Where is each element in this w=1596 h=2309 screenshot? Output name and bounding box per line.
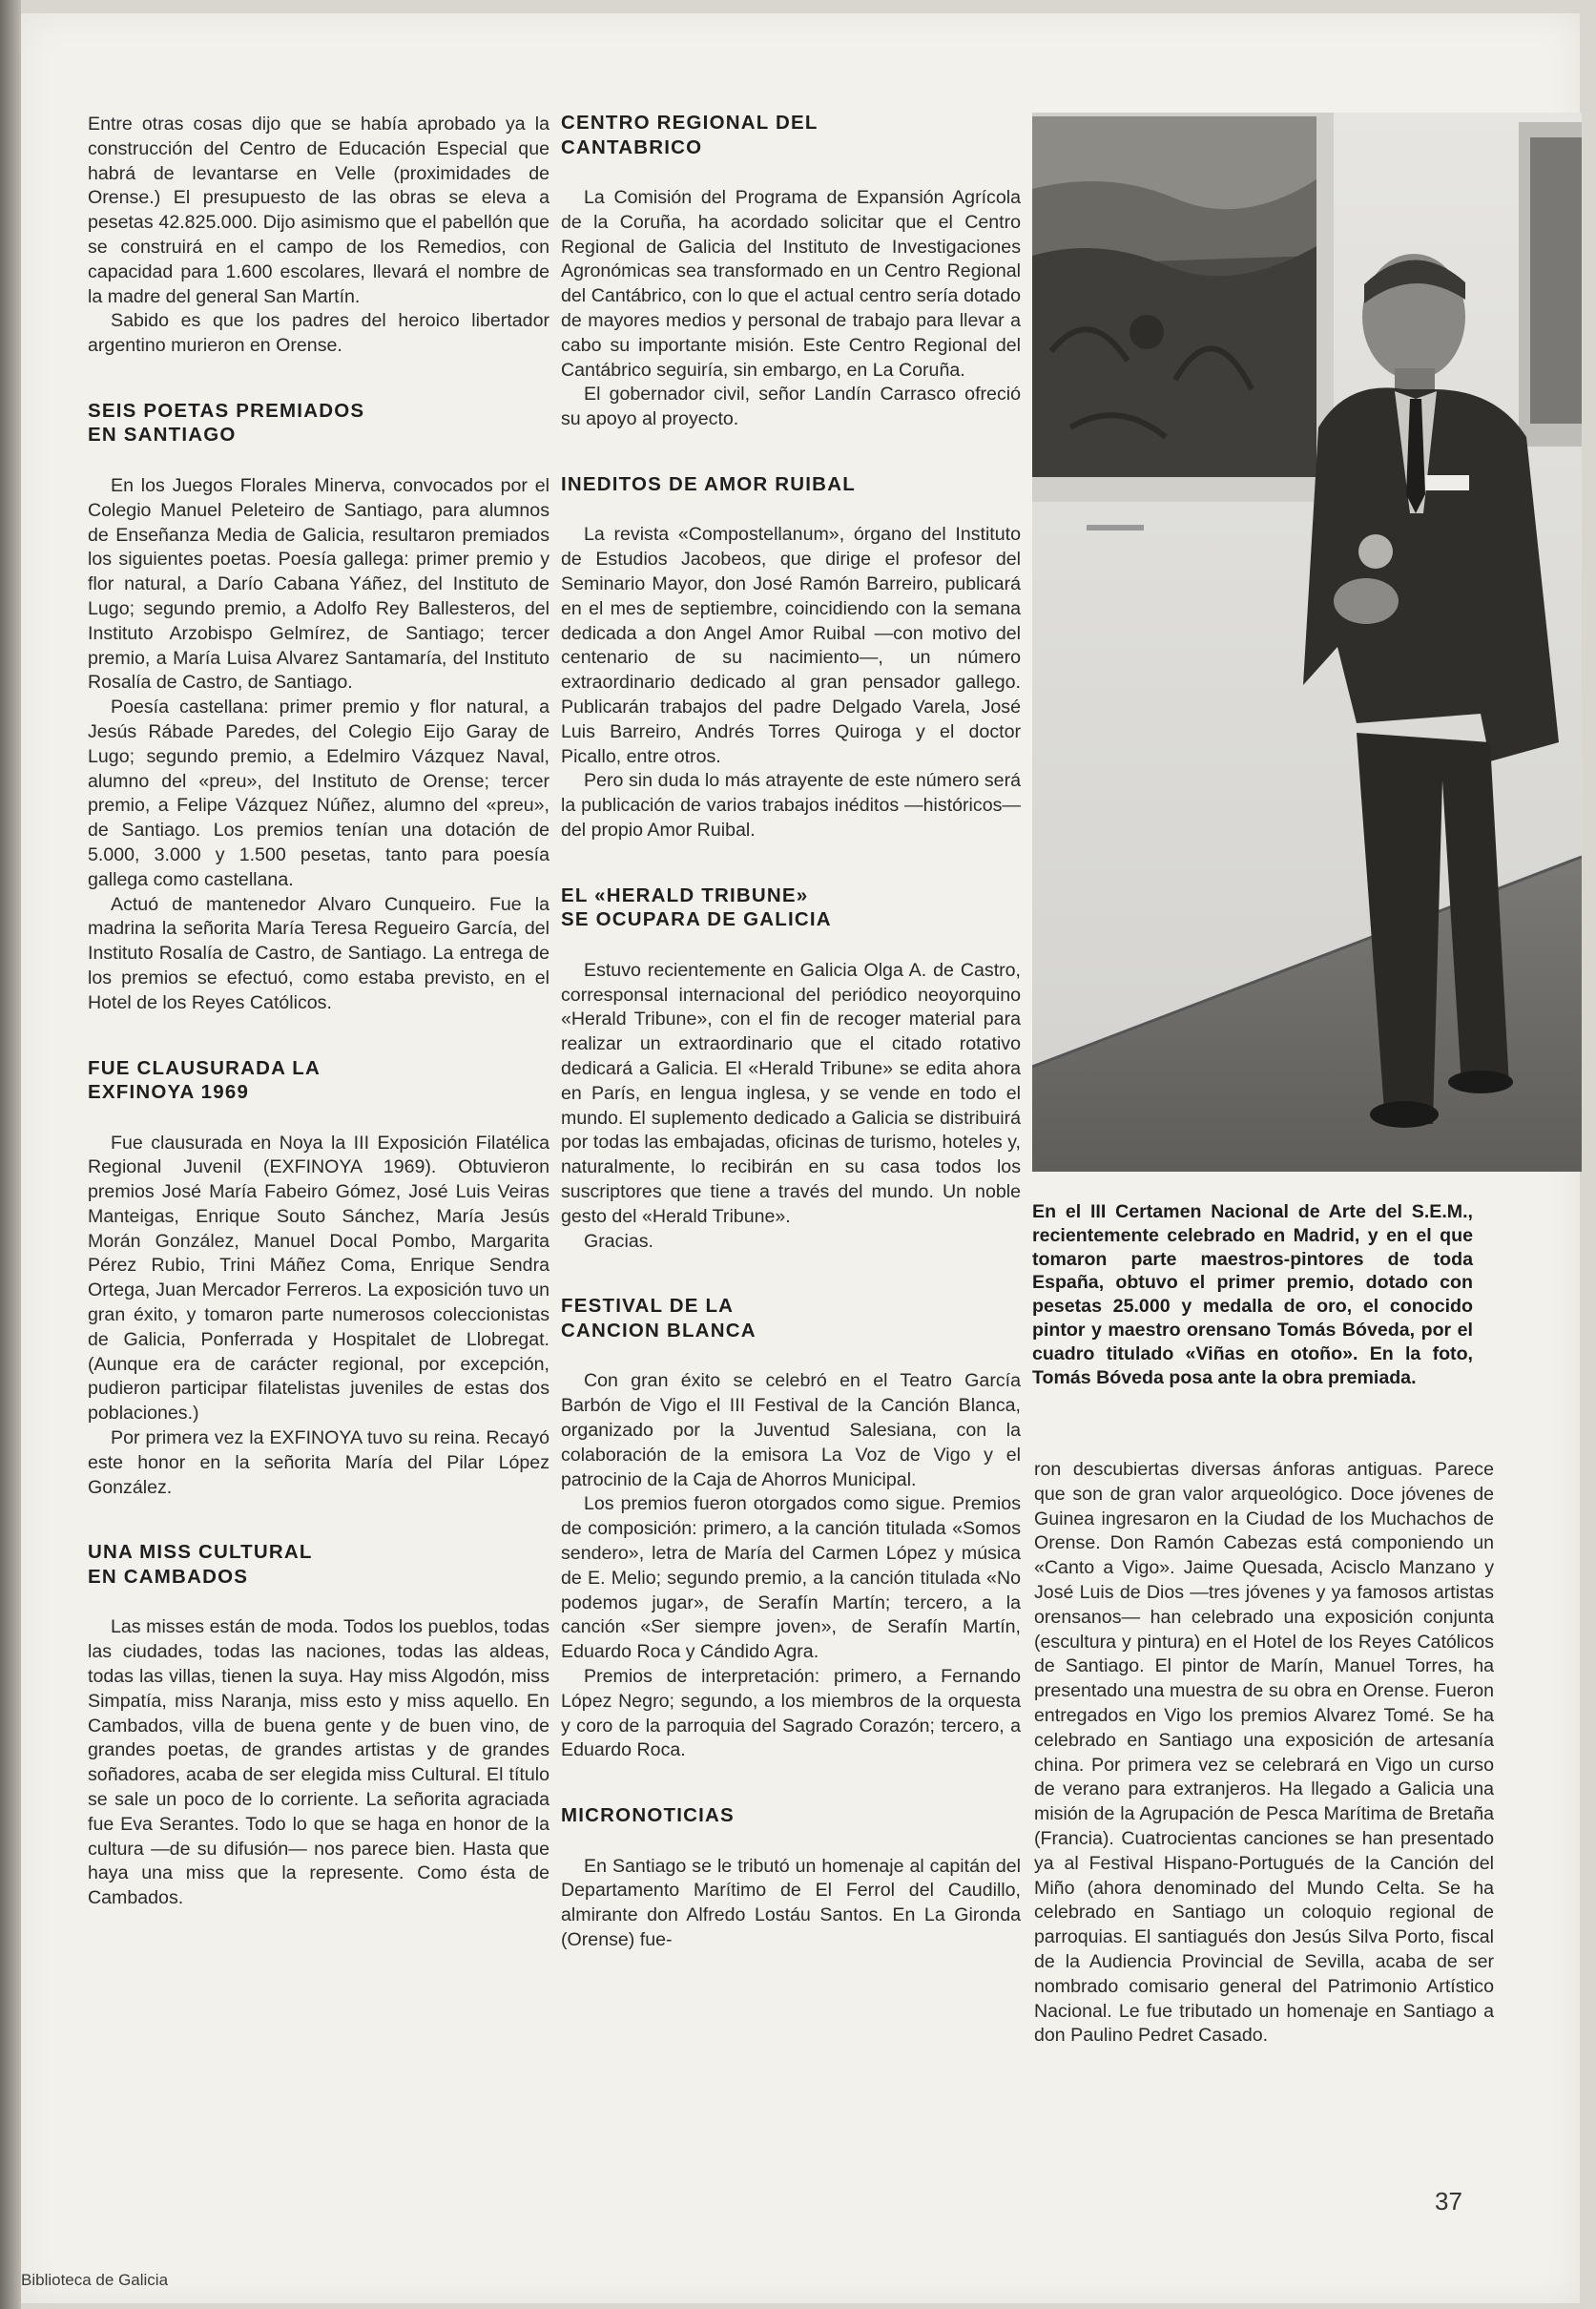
section-heading: INEDITOS DE AMOR RUIBAL xyxy=(561,472,856,495)
photo-caption: En el III Certamen Nacional de Arte del S.E.M., recientemente celebrado en Madrid, y en el que tomaron parte maestros-pintores de toda España, obtuvo el primer premio, dotado con pesetas 25.000 y medalla de oro, el conocido pintor y maestro orensano Tomás Bóveda, por el cuadro titulado «Viñas en otoño». En la foto, Tomás Bóveda posa ante la obra premiada. xyxy=(1032,1201,1473,1388)
article-paragraph: En los Juegos Florales Minerva, convocados por el Colegio Manuel Peleteiro de Santiago, para alumnos de Enseñanza Media de Galicia, resultaron premiados los siguientes poetas. Poesía gallega: primer premio y flor natural, a Darío Cabana Yáñez, del Instituto de Lugo; segundo premio, a Adolfo Rey Ballesteros, del Instituto Arzobispo Gelmírez, de Santiago; tercer premio, a María Luisa Alvarez Santamaría, del Instituto Rosalía de Castro, de Santiago. xyxy=(88,474,549,694)
article-paragraph: Premios de interpretación: primero, a Fernando López Negro; segundo, a los miembros de la orquesta y coro de la parroquia del Sagrado Corazón; tercero, a Eduardo Roca. xyxy=(561,1665,1021,1761)
article-paragraph: Pero sin duda lo más atrayente de este número será la publicación de varios trabajos inéditos —históricos— del propio Amor Ruibal. xyxy=(561,770,1021,842)
section-heading: MICRONOTICIAS xyxy=(561,1804,735,1827)
article-paragraph: ron descubiertas diversas ánforas antiguas. Parece que son de gran valor arqueológico. Doce jóvenes de Guinea ingresaron en la Ciudad de los Muchachos de Orense. Don Ramón Cabezas está componiendo un «Canto a Vigo». Jaime Quesada, Acisclo Manzano y José Luis de Dios —tres jóvenes y ya famosos artistas orensanos— han celebrado una exposición conjunta (escultura y pintura) en el Hotel de los Reyes Católicos de Santiago. El pintor de Marín, Manuel Torres, ha presentado una muestra de su obra en Orense. Fueron entregados en Vigo los premios Alvarez Tomé. Se ha celebrado en Santiago una exposición de artesanía china. Por primera vez se celebrará en Vigo un curso de verano para extranjeros. Ha llegado a Galicia una misión de la Agrupación de Pesca Marítima de Bretaña (Francia). Cuatrocientas canciones se han presentado ya al Festival Hispano-Portugués de la Canción del Miño (ahora denominado del Mundo Celta. Se ha celebrado en Santiago un coloquio regional de parroquias. El santiagués don Jesús Silva Porto, fiscal de la Audiencia Provincial de Sevilla, acaba de ser nombrado comisario general del Patrimonio Artístico Nacional. Le fue tributado un homenaje en Santiago a don Paulino Pedret Casado. xyxy=(1034,1459,1494,2047)
article-paragraph: Sabido es que los padres del heroico libertador argentino murieron en Orense. xyxy=(88,310,549,357)
article-paragraph: Estuvo recientemente en Galicia Olga A. de Castro, corresponsal internacional del periódico neoyorquino «Herald Tribune», con el fin de recoger material para realizar un extraordinario que el citado rotativo dedicará a Galicia. El «Herald Tribune» se edita ahora en París, en lengua inglesa, y se vende en todo el mundo. El suplemento dedicado a Galicia se distribuirá por todas las embajadas, oficinas de turismo, hoteles y, naturalmente, lo recibirán en su casa todos los suscriptores que tiene a través del mundo. Un noble gesto del «Herald Tribune». xyxy=(561,959,1021,1227)
photo-tomas-boveda xyxy=(1032,113,1582,1172)
article-paragraph: Entre otras cosas dijo que se había aprobado ya la construcción del Centro de Educación Especial que habrá de levantarse en Velle (proximidades de Orense.) El presupuesto de las obras se eleva a pesetas 42.825.000. Dijo asimismo que el pabellón que se construirá en el campo de los Remedios, con capacidad para 1.600 escolares, llevará el nombre de la madre del general San Martín. xyxy=(88,114,549,307)
article-paragraph: Poesía castellana: primer premio y flor natural, a Jesús Rábade Paredes, del Colegio Eijo Garay de Lugo; segundo premio, a Edelmiro Vázquez Naval, alumno del «preu», del Instituto de Orense; tercer premio, a Felipe Vázquez Núñez, alumno del «preu», de Santiago. Los premios tenían una dotación de 5.000, 3.000 y 1.500 pesetas, tanto para poesía gallega como castellana. xyxy=(88,697,549,890)
article-paragraph: En Santiago se le tributó un homenaje al capitán del Departamento Marítimo de El Ferrol del Caudillo, almirante don Alfredo Lostáu Santos. En La Gironda (Orense) fue- xyxy=(561,1855,1021,1951)
section-heading: CENTRO REGIONAL DEL CANTABRICO xyxy=(561,112,819,158)
article-paragraph: Con gran éxito se celebró en el Teatro García Barbón de Vigo el III Festival de la Canción Blanca, organizado por la Juventud Salesiana, con la colaboración de la emisora La Voz de Vigo y el patrocinio de la Caja de Ahorros Municipal. xyxy=(561,1370,1021,1490)
photo-illustration xyxy=(1032,113,1582,1172)
article-paragraph: El gobernador civil, señor Landín Carrasco ofreció su apoyo al proyecto. xyxy=(561,384,1021,430)
section-heading: FESTIVAL DE LA CANCION BLANCA xyxy=(561,1295,757,1342)
article-paragraph: Gracias. xyxy=(584,1230,653,1252)
section-heading: UNA MISS CULTURAL EN CAMBADOS xyxy=(88,1541,313,1588)
column-1 xyxy=(88,113,549,1911)
section-heading: EL «HERALD TRIBUNE» SE OCUPARA DE GALICIA xyxy=(561,884,832,931)
library-watermark: Biblioteca de Galicia xyxy=(21,2271,169,2289)
section-heading: SEIS POETAS PREMIADOS EN SANTIAGO xyxy=(88,399,365,447)
column-3 xyxy=(1034,1458,1494,2049)
page-number: 37 xyxy=(1435,2187,1462,2215)
section-heading: FUE CLAUSURADA LA EXFINOYA 1969 xyxy=(88,1056,321,1103)
article-paragraph: Las misses están de moda. Todos los pueblos, todas las ciudades, todas las naciones, todas las aldeas, todas las villas, tienen la suya. Hay miss Algodón, miss Simpatía, miss Naranja, miss esto y miss aquello. En Cambados, villa de buena gente y de buen vino, de grandes poetas, de grandes artistas y de grandes soñadores, acaba de ser elegida miss Cultural. El título se sale un poco de lo corriente. La señorita agraciada fue Eva Serantes. Todo lo que se haga en honor de la cultura —de su difusión— nos parece bien. Hasta que haya una miss que la represente. Como ésta de Cambados. xyxy=(88,1616,549,1909)
page-spine-shadow xyxy=(0,0,21,2309)
article-paragraph: Los premios fueron otorgados como sigue. Premios de composición: primero, a la canción titulada «Somos sendero», letra de María del Carmen López y música de E. Melio; segundo premio, a la canción titulada «No podemos jugar», de Serafín Martín; tercero, a la canción «Ser siempre joven», de Serafín Martín, Eduardo Roca y Cándido Agra. xyxy=(561,1493,1021,1663)
article-paragraph: Actuó de mantenedor Alvaro Cunqueiro. Fue la madrina la señorita María Teresa Regueiro García, del Instituto Rosalía de Castro, de Santiago. La entrega de los premios se efectuó, como estaba previsto, en el Hotel de los Reyes Católicos. xyxy=(88,893,549,1013)
article-paragraph: La Comisión del Programa de Expansión Agrícola de la Coruña, ha acordado solicitar que el Centro Regional de Galicia del Instituto de Investigaciones Agronómicas sea transformado en un Centro Regional del Cantábrico, con lo que el actual centro sería dotado de mayores medios y personal de trabajo para llevar a cabo su importante misión. Este Centro Regional del Cantábrico seguiría, sin embargo, en La Coruña. xyxy=(561,187,1021,381)
article-paragraph: Por primera vez la EXFINOYA tuvo su reina. Recayó este honor en la señorita María del Pilar López González. xyxy=(88,1427,549,1498)
article-paragraph: Fue clausurada en Noya la III Exposición Filatélica Regional Juvenil (EXFINOYA 1969). Obtuvieron premios José María Fabeiro Gómez, José Luis Veiras Manteigas, Enrique Souto Sánchez, María Jesús Morán González, Manuel Docal Pombo, Margarita Pérez Rubio, Trini Máñez Coma, Enrique Sendra Ortega, Juan Mercador Ferreros. La exposición tuvo un gran éxito, y tomaron parte numerosos coleccionistas de Galicia, Ponferrada y Hospitalet de Llobregat. (Aunque era de carácter regional, por excepción, pudieron participar filatelistas juveniles de estas dos poblaciones.) xyxy=(88,1132,549,1425)
article-paragraph: La revista «Compostellanum», órgano del Instituto de Estudios Jacobeos, que dirige el profesor del Seminario Mayor, don José Ramón Barreiro, publicará en el mes de septiembre, coincidiendo con la semana dedicada a don Angel Amor Ruibal —con motivo del centenario de su nacimiento—, un número extraordinario dedicado al gran pensador gallego. Publicarán trabajos del padre Delgado Varela, José Luis Barreiro, Andrés Torres Quiroga y el doctor Picallo, entre otros. xyxy=(561,524,1021,767)
column-2 xyxy=(561,111,1021,1953)
